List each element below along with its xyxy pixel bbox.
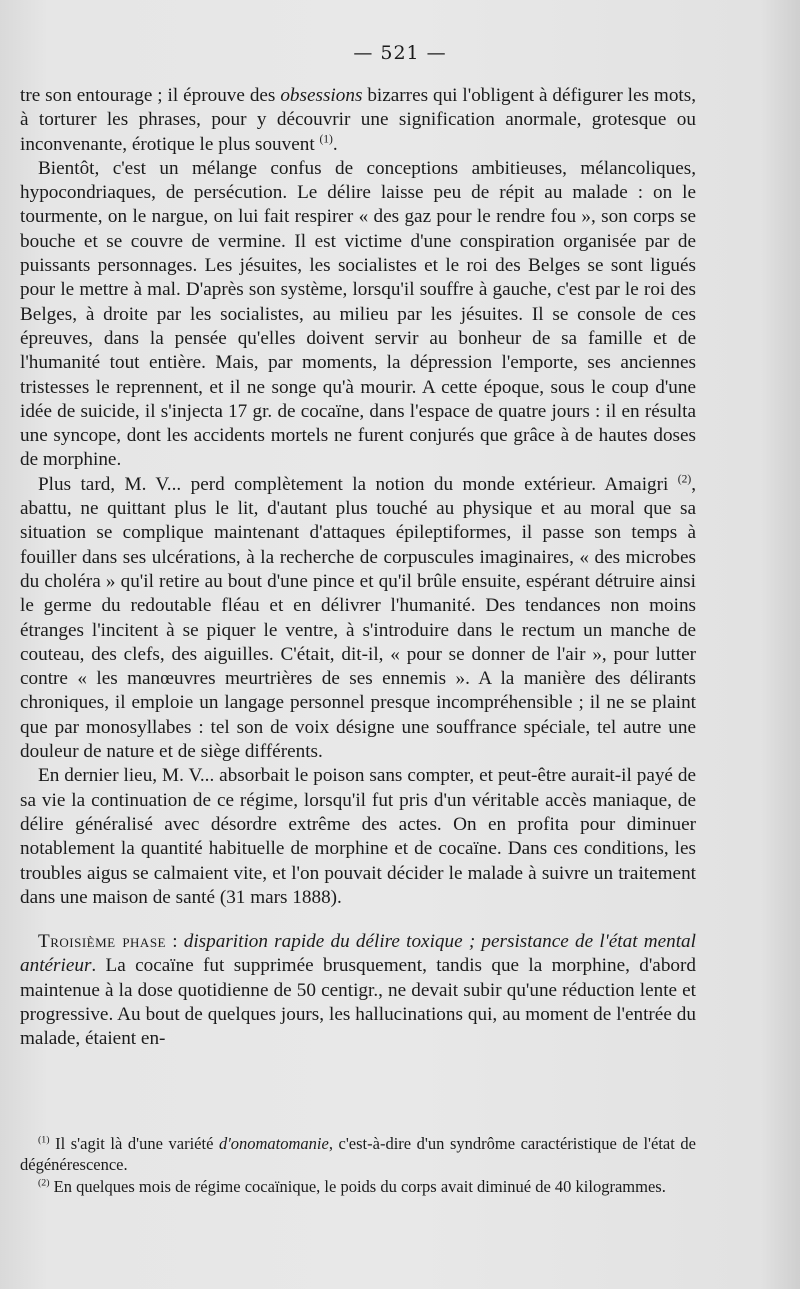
paragraph-1-text-cont: bizarres qui l'obligent à défigurer les mots, à torturer les phrases, pour y découvrir une signification anormale, grotesque ou inconvenante, érotique le plus souvent: [20, 85, 697, 155]
paragraph-3: [20, 473, 696, 765]
phase-text: . La cocaïne fut supprimée brusquement, tandis que la morphine, d'abord maintenue à la dose quotidienne de 50 centigr., ne devait subir qu'une réduction lente et progressive. Au bout de quelques jours, les hallucinations qui, au moment de l'entrée du malade, étaient en-: [20, 955, 696, 1050]
paragraph-1-italic: obsessions: [280, 85, 363, 106]
paragraph-2: Bientôt, c'est un mélange confus de conceptions ambitieuses, mélancoliques, hypocondriaques, de persécution. Le délire laisse peu de répit au malade : on le tourmente, on le nargue, on lui fait respirer « des gaz pour le rendre fou », son corps se bouche et se couvre de vermine. Il est victime d'une conspiration organisée par de puissants personnages. Les jésuites, les socialistes et le roi des Belges se sont ligués pour le mettre à mal. D'après son système, lorsqu'il souffre à gauche, c'est par le roi des Belges, à droite par les socialistes, au milieu par les jésuites. Il se console de ces épreuves, dans la pensée qu'elles doivent servir au bonheur de sa famille et de l'humanité tout entière. Mais, par moments, la dépression l'emporte, ses anciennes tristesses le reprennent, et il ne songe qu'à mourir. A cette époque, sous le coup d'une idée de suicide, il s'injecta 17 gr. de cocaïne, dans l'espace de quatre jours : il en résulta une syncope, dont les accidents mortels ne furent conjurés que grâce à de hautes doses de morphine.: [20, 157, 696, 471]
body-text: [20, 84, 696, 1052]
page-number: — 521 —: [353, 42, 447, 64]
phase-title: disparition rapide du délire toxique ; persistance de l'état mental antérieur: [20, 931, 696, 977]
footnote-1: [20, 1134, 696, 1175]
footnote-1-text: Il s'agit là d'une variété: [49, 1134, 219, 1153]
paragraph-1-end: .: [332, 133, 338, 155]
footnote-1-marker: (1): [38, 1134, 50, 1146]
phase-paragraph: [20, 930, 696, 1051]
paragraph-1-text: tre son entourage ; il éprouve des: [20, 85, 281, 106]
paragraph-4: En dernier lieu, M. V... absorbait le poison sans compter, et peut-être aurait-il payé de sa vie la continuation de ce régime, lorsqu'il fut pris d'un véritable accès maniaque, de délire généralisé avec désordre extrême des actes. On en profita pour diminuer notablement la quantité habituelle de morphine et de cocaïne. Dans ces conditions, les troubles aigus se calmaient vite, et l'on pouvait décider le malade à suivre un traitement dans une maison de santé (31 mars 1888).: [20, 765, 696, 908]
phase-label: Troisième phase: [38, 931, 166, 953]
paragraph-3-text: Plus tard, M. V... perd complètement la notion du monde extérieur. Amaigri: [38, 473, 678, 495]
footnote-ref-2: (2): [677, 473, 692, 486]
footnotes: [20, 1134, 696, 1200]
footnote-1-italic: d'onomatomanie: [218, 1134, 329, 1153]
footnote-2-text: En quelques mois de régime cocaïnique, le poids du corps avait diminué de 40 kilogrammes.: [49, 1177, 666, 1196]
footnote-2: [20, 1177, 696, 1198]
footnote-2-marker: (2): [38, 1177, 50, 1189]
paragraph-1: [20, 84, 696, 157]
phase-colon: :: [166, 931, 184, 953]
footnote-1-text-cont: , c'est-à-dire d'un syndrôme caractéristique de l'état de dégénérescence.: [20, 1134, 696, 1174]
paragraph-3-text-cont: , abattu, ne quittant plus le lit, d'autant plus touché au physique et au moral que sa situation se complique maintenant d'attaques épileptiformes, il passe son temps à fouiller dans ses ulcérations, à la recherche de corpuscules imaginaires, « des microbes du choléra » qu'il retire au bout d'une pince et qu'il brûle ensuite, espérant détruire ainsi le germe du redoutable fléau et en délivrer l'humanité. Des tendances non moins étranges l'incitent à se piquer le ventre, à s'introduire dans le rectum un manche de couteau, des clefs, des aiguilles. C'était, dit-il, « pour se donner de l'air », pour lutter contre « les manœuvres meurtrières de ses ennemis ». A la manière des délirants chroniques, il emploie un langage personnel presque incompréhensible ; il ne se plaint que par monosyllabes : tel son de voix désigne une souffrance spéciale, tel autre une douleur de nature et de siège différents.: [20, 473, 696, 763]
section-gap: [20, 910, 696, 930]
footnote-ref-1: (1): [319, 133, 333, 146]
